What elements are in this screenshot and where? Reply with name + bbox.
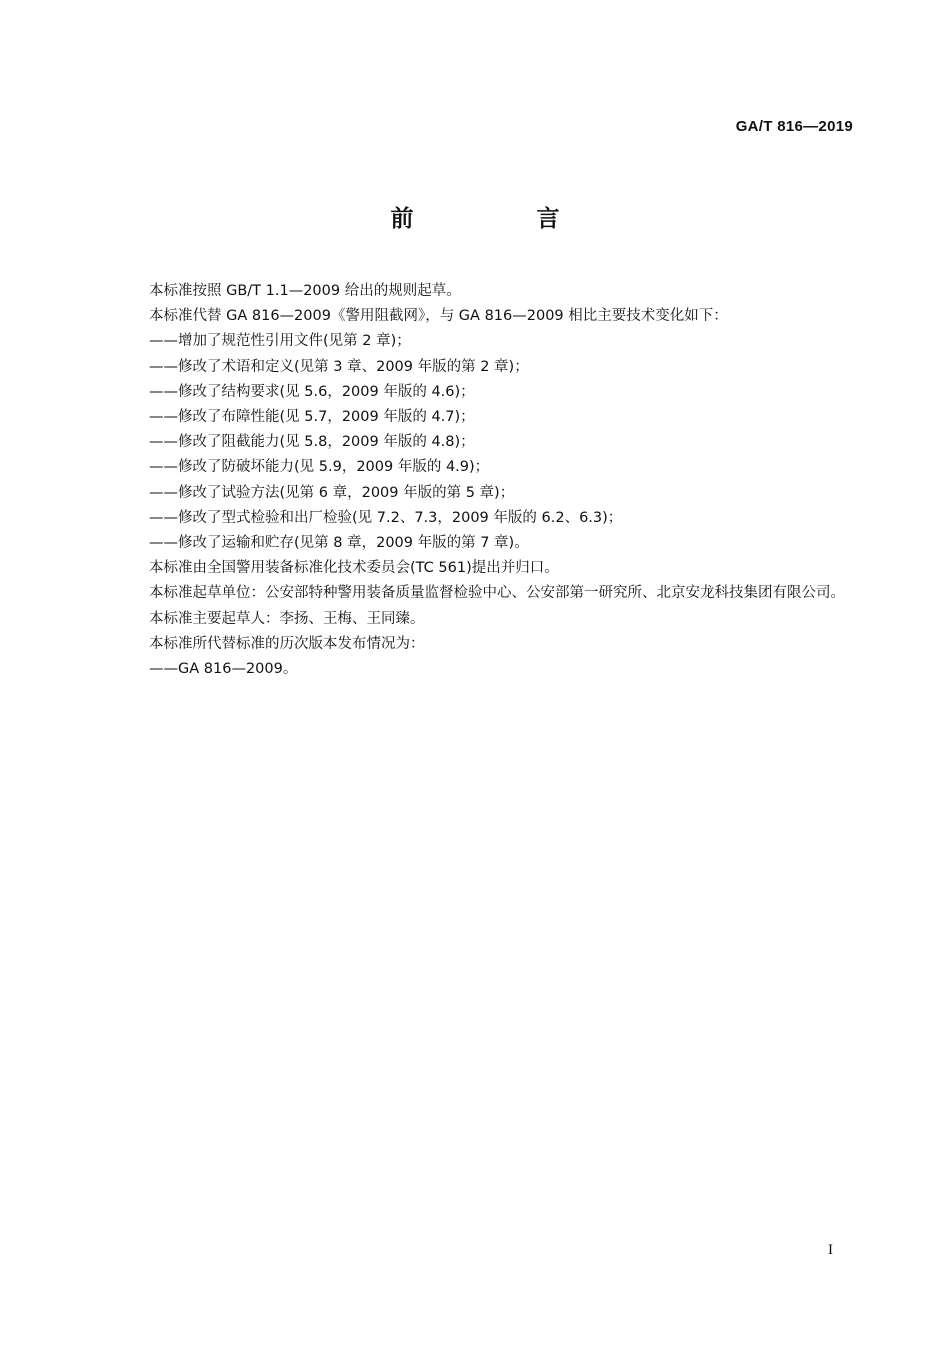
foreword-body	[118, 279, 856, 682]
proposer-paragraph: 本标准由全国警用装备标准化技术委员会(TC 561)提出并归口。	[149, 560, 559, 577]
page-number: I	[828, 1242, 833, 1258]
replacement-paragraph: 本标准代替 GA 816—2009《警用阻截网》，与 GA 816—2009 相比主要技术变化如下：	[149, 308, 728, 325]
history-intro-paragraph: 本标准所代替标准的历次版本发布情况为：	[149, 635, 425, 652]
change-item: ——修改了阻截能力(见 5.8，2009 年版的 4.8)；	[149, 434, 475, 451]
change-item: ——修改了结构要求(见 5.6，2009 年版的 4.6)；	[149, 383, 475, 400]
standard-code: GA/T 816—2019	[735, 118, 853, 135]
change-item: ——修改了术语和定义(见第 3 章、2009 年版的第 2 章)；	[149, 358, 529, 375]
history-item: ——GA 816—2009。	[149, 661, 298, 678]
page-title: 前 言	[390, 206, 610, 232]
change-item: ——修改了防破坏能力(见 5.9，2009 年版的 4.9)；	[149, 459, 490, 476]
change-item: ——修改了试验方法(见第 6 章，2009 年版的第 5 章)；	[149, 484, 515, 501]
drafting-units-paragraph: 本标准起草单位：公安部特种警用装备质量监督检验中心、公安部第一研究所、北京安龙科技集团有限公司。	[149, 585, 845, 602]
change-item: ——修改了运输和贮存(见第 8 章，2009 年版的第 7 章)。	[149, 535, 529, 552]
change-item: ——修改了布障性能(见 5.7，2009 年版的 4.7)；	[149, 409, 475, 426]
change-item: ——修改了型式检验和出厂检验(见 7.2、7.3，2009 年版的 6.2、6.3)；	[149, 509, 623, 526]
drafters-paragraph: 本标准主要起草人：李扬、王梅、王同臻。	[149, 610, 425, 627]
drafting-rules-paragraph: 本标准按照 GB/T 1.1—2009 给出的规则起草。	[149, 283, 461, 299]
change-item: ——增加了规范性引用文件(见第 2 章)；	[149, 333, 411, 350]
